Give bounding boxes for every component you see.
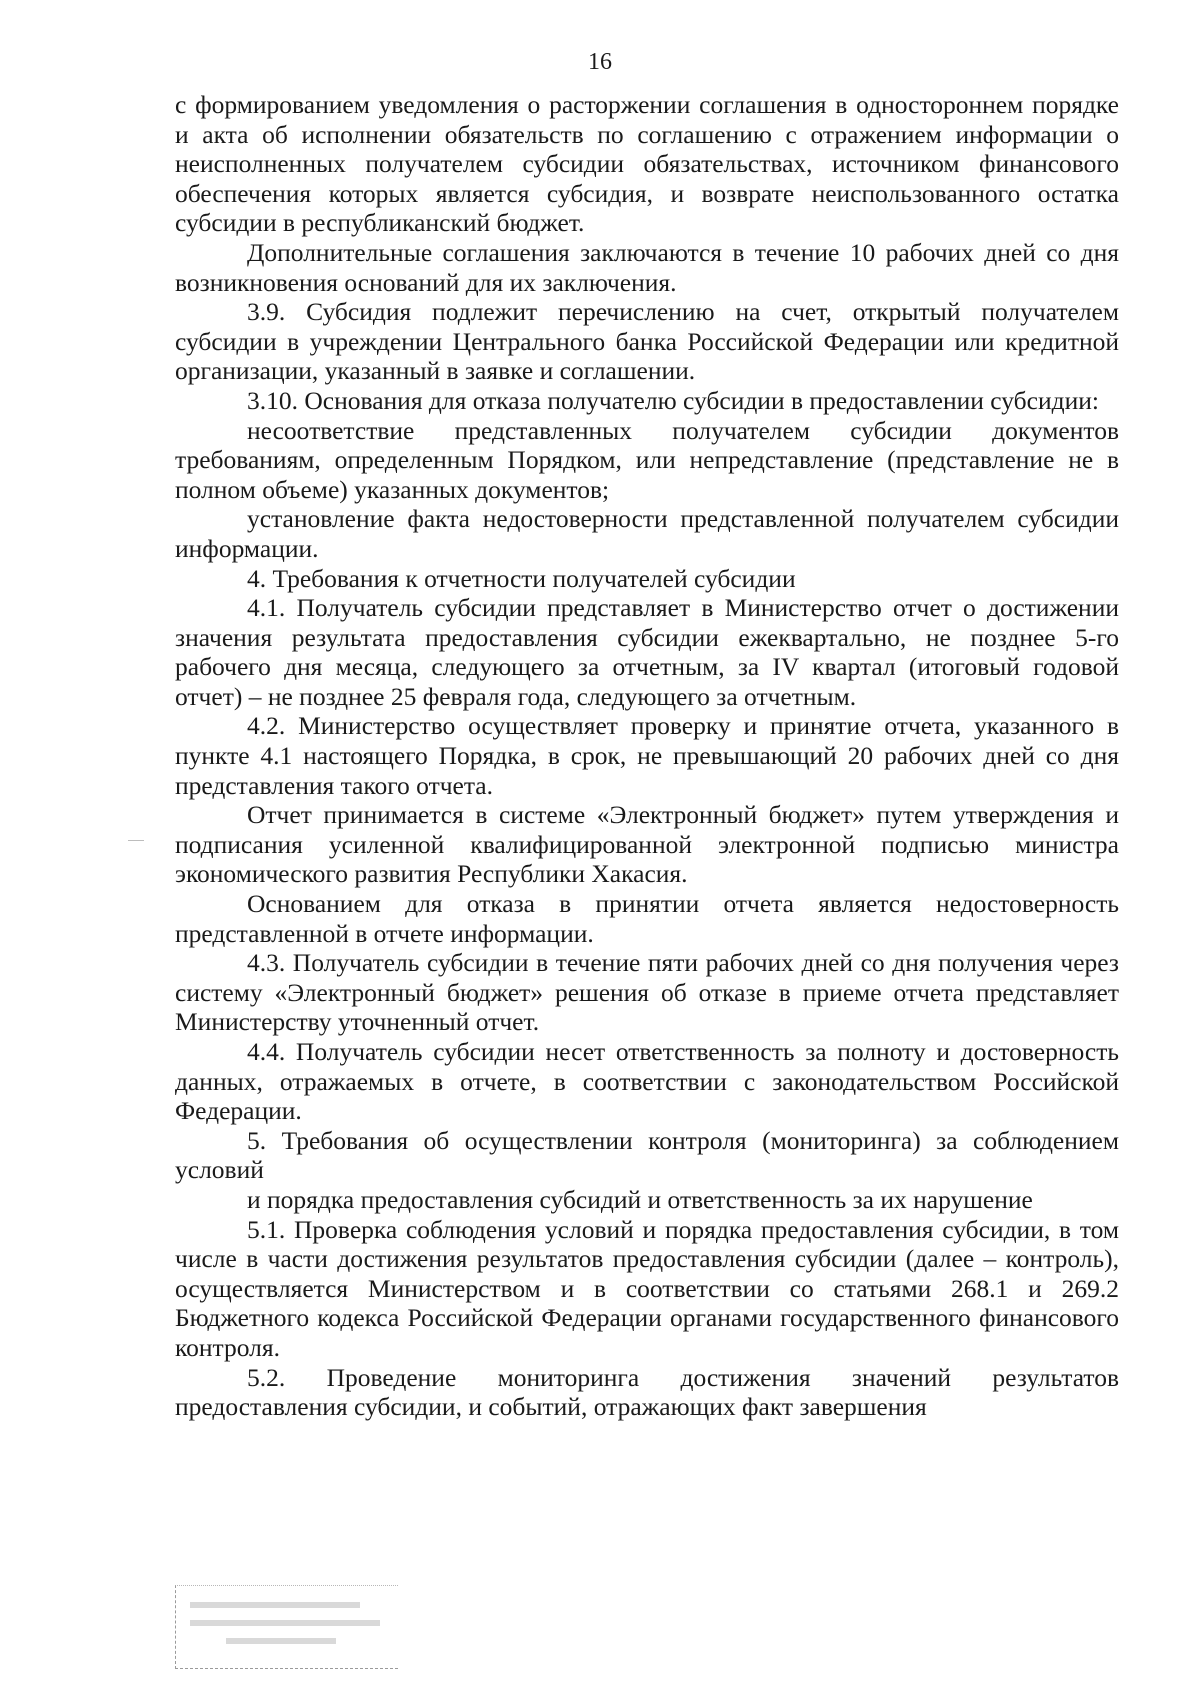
paragraph: 4.3. Получатель субсидии в течение пяти рабочих дней со дня получения через систему «Электронный бюджет» решения об отказе в приеме отчета представляет Министерству уточненный отчет. bbox=[175, 948, 1119, 1037]
paragraph: Отчет принимается в системе «Электронный бюджет» путем утверждения и подписания усиленной квалифицированной электронной подписью министра экономического развития Республики Хакасия. bbox=[175, 800, 1119, 889]
paragraph: 4.2. Министерство осуществляет проверку и принятие отчета, указанного в пункте 4.1 настоящего Порядка, в срок, не превышающий 20 рабочих дней со дня представления такого отчета. bbox=[175, 711, 1119, 800]
stamp-text-line bbox=[190, 1602, 360, 1608]
paragraph: установление факта недостоверности представленной получателем субсидии информации. bbox=[175, 504, 1119, 563]
paragraph: с формированием уведомления о расторжении соглашения в одностороннем порядке и акта об исполнении обязательств по соглашению с отражением информации о неисполненных получателем субсидии обязательствах, источником финансового обеспечения которых является субсидия, и возврате неиспользованного остатка субсидии в республиканский бюджет. bbox=[175, 90, 1119, 238]
section-heading bbox=[175, 564, 1119, 594]
section-4-title: 4. Требования к отчетности получателей субсидии bbox=[247, 563, 796, 593]
stamp-text-line bbox=[190, 1620, 380, 1626]
section-5-title-line1: 5. Требования об осуществлении контроля (мониторинга) за соблюдением условий bbox=[175, 1125, 1119, 1185]
paragraph: Основанием для отказа в принятии отчета является недостоверность представленной в отчете информации. bbox=[175, 889, 1119, 948]
paragraph: 3.9. Субсидия подлежит перечислению на счет, открытый получателем субсидии в учреждении Центрального банка Российской Федерации или кредитной организации, указанный в заявке и соглашении. bbox=[175, 297, 1119, 386]
paragraph: 3.10. Основания для отказа получателю субсидии в предоставлении субсидии: bbox=[247, 385, 1099, 415]
faded-stamp bbox=[175, 1585, 398, 1669]
paragraph: 5.2. Проведение мониторинга достижения значений результатов предоставления субсидии, и событий, отражающих факт завершения bbox=[175, 1362, 1119, 1422]
document-body bbox=[175, 90, 1119, 1422]
section-heading bbox=[175, 1126, 1119, 1215]
paragraph: несоответствие представленных получателем субсидии документов требованиям, определенным Порядком, или непредставление (представление не в полном объеме) указанных документов; bbox=[175, 415, 1119, 504]
paragraph: Дополнительные соглашения заключаются в течение 10 рабочих дней со дня возникновения оснований для их заключения. bbox=[175, 237, 1119, 297]
paragraph: 5.1. Проверка соблюдения условий и порядка предоставления субсидии, в том числе в части достижения результатов предоставления субсидии (далее – контроль), осуществляется Министерством и в соответствии со статьями 268.1 и 269.2 Бюджетного кодекса Российской Федерации органами государственного финансового контроля. bbox=[175, 1214, 1119, 1362]
scan-margin-mark bbox=[128, 840, 144, 841]
paragraph: 4.1. Получатель субсидии представляет в Министерство отчет о достижении значения результата предоставления субсидии ежеквартально, не позднее 5-го рабочего дня месяца, следующего за отчетным, за IV квартал (итоговый годовой отчет) – не позднее 25 февраля года, следующего за отчетным. bbox=[175, 593, 1119, 711]
stamp-text-line bbox=[226, 1638, 336, 1644]
page-number: 16 bbox=[588, 49, 612, 75]
section-5-title-line2: и порядка предоставления субсидий и ответственность за их нарушение bbox=[247, 1184, 1033, 1214]
paragraph: 4.4. Получатель субсидии несет ответственность за полноту и достоверность данных, отражаемых в отчете, в соответствии с законодательством Российской Федерации. bbox=[175, 1037, 1119, 1126]
